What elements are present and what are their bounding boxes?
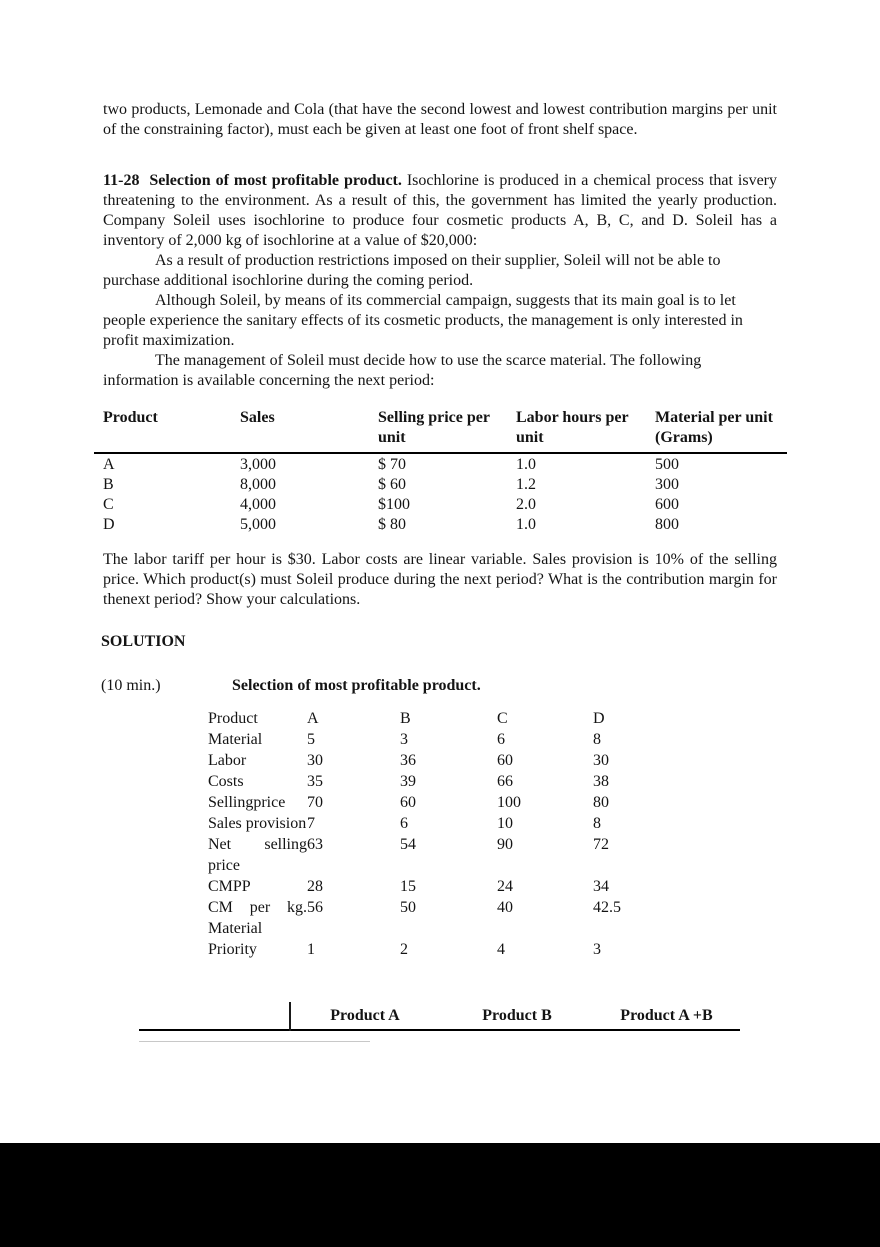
cell: 1.0	[516, 456, 536, 473]
problem-block	[103, 171, 777, 391]
header-material: Material per unit (Grams)	[655, 408, 787, 453]
cell: 40	[497, 899, 513, 916]
cell: 1	[307, 941, 315, 958]
cell: C	[497, 710, 508, 727]
row-label: Product	[208, 710, 258, 727]
cell: 1.2	[516, 476, 536, 493]
cell: 4	[497, 941, 505, 958]
comparison-header-product-b: Product B	[482, 1007, 552, 1024]
problem-body-text: Isochlorine is produced in a chemical process that isvery threatening to the environment. As a result of this, the government has limited the yearly production. Company Soleil uses isochlorine to produce four cosmetic products A, B, C, and D. Soleil has a inventory of 2,000 kg of isochlorine at a value of $20,000:	[103, 172, 778, 249]
cell: $ 70	[378, 456, 406, 473]
question-paragraph: The labor tariff per hour is $30. Labor costs are linear variable. Sales provision is 10% of the selling price. Which product(s) must Soleil produce during the next period? What is the contribution margin for thenext period? Show your calculations.	[103, 551, 777, 608]
cell: 15	[400, 878, 416, 895]
table-row	[200, 729, 683, 750]
table-row	[200, 897, 683, 939]
cell: 600	[655, 496, 679, 513]
cell: 63	[307, 836, 323, 853]
cell: 56	[307, 899, 323, 916]
row-label: Net selling price	[208, 836, 307, 874]
cell: 3,000	[240, 456, 276, 473]
header-product: Product	[94, 408, 240, 453]
table-row	[94, 494, 787, 514]
table-row	[94, 474, 787, 494]
cell: 80	[593, 794, 609, 811]
cell: 28	[307, 878, 323, 895]
cell: $ 60	[378, 476, 406, 493]
problem-number-title: 11-28 Selection of most profitable product.	[103, 172, 402, 189]
cell: $ 80	[378, 516, 406, 533]
table-row	[94, 514, 787, 534]
solution-table	[200, 708, 683, 960]
cell: 800	[655, 516, 679, 533]
solution-title: Selection of most profitable product.	[232, 677, 481, 694]
table-row	[200, 939, 683, 960]
comparison-empty-cell	[139, 1002, 289, 1029]
problem-paragraph-3: The management of Soleil must decide how to use the scarce material. The following information is available concerning the next period:	[103, 352, 702, 389]
cell: 35	[307, 773, 323, 790]
cell: 10	[497, 815, 513, 832]
row-label: Sales provision	[208, 815, 307, 832]
solution-heading: SOLUTION	[101, 633, 186, 650]
cell: 8	[593, 815, 601, 832]
table-row	[94, 453, 787, 474]
row-label: Costs	[208, 773, 244, 790]
table-row	[200, 876, 683, 897]
cell: 6	[497, 731, 505, 748]
given-data-header-row	[94, 408, 787, 453]
cell: 30	[307, 752, 323, 769]
cell: C	[103, 496, 114, 513]
cell: 500	[655, 456, 679, 473]
cell: 54	[400, 836, 416, 853]
problem-paragraph-2: Although Soleil, by means of its commercial campaign, suggests that its main goal is to let people experience the sanitary effects of its cosmetic products, the management is only interested in profit maximization.	[103, 292, 743, 349]
cell: 50	[400, 899, 416, 916]
cell: 24	[497, 878, 513, 895]
cell: 6	[400, 815, 408, 832]
cell: A	[307, 710, 319, 727]
cell: B	[400, 710, 411, 727]
cell: 3	[400, 731, 408, 748]
cell: 60	[400, 794, 416, 811]
column-divider-line	[289, 1002, 291, 1031]
cell: 4,000	[240, 496, 276, 513]
comparison-table-header	[139, 1002, 740, 1031]
header-labor-hours: Labor hours per unit	[516, 408, 655, 453]
cell: 8	[593, 731, 601, 748]
cell: 8,000	[240, 476, 276, 493]
cell: 5,000	[240, 516, 276, 533]
table-row	[200, 813, 683, 834]
cell: 5	[307, 731, 315, 748]
table-row	[200, 708, 683, 729]
table-row	[200, 750, 683, 771]
table-row	[200, 834, 683, 876]
problem-lead-paragraph	[103, 171, 777, 251]
cell: A	[103, 456, 115, 473]
scan-black-band	[0, 1143, 880, 1247]
cell: D	[103, 516, 115, 533]
cell: 36	[400, 752, 416, 769]
solution-title-line	[101, 676, 777, 696]
cell: D	[593, 710, 605, 727]
header-sales: Sales	[240, 408, 378, 453]
row-label: CMPP	[208, 878, 251, 895]
header-selling-price: Selling price per unit	[378, 408, 516, 453]
row-label: Priority	[208, 941, 257, 958]
row-label: Sellingprice	[208, 794, 286, 811]
row-label: Labor	[208, 752, 247, 769]
row-label: Material	[208, 731, 263, 748]
cell: 66	[497, 773, 513, 790]
cell: 70	[307, 794, 323, 811]
solution-duration: (10 min.)	[101, 677, 161, 694]
cell: 60	[497, 752, 513, 769]
cell: 2	[400, 941, 408, 958]
cell: 34	[593, 878, 609, 895]
cell: 90	[497, 836, 513, 853]
cell: B	[103, 476, 114, 493]
cell: 100	[497, 794, 521, 811]
table-row	[200, 792, 683, 813]
table-row	[200, 771, 683, 792]
cell: 2.0	[516, 496, 536, 513]
cell: 3	[593, 941, 601, 958]
intro-paragraph: two products, Lemonade and Cola (that have the second lowest and lowest contribution margins per unit of the constraining factor), must each be given at least one foot of front shelf space.	[103, 101, 777, 138]
scan-artifact-line	[139, 1041, 370, 1042]
cell: 39	[400, 773, 416, 790]
cell: 1.0	[516, 516, 536, 533]
row-label: CM per kg. Material	[208, 899, 307, 937]
given-data-table	[94, 408, 787, 534]
comparison-header-product-a: Product A	[330, 1007, 400, 1024]
comparison-header-product-ab: Product A +B	[620, 1007, 713, 1024]
cell: 42.5	[593, 899, 621, 916]
cell: $100	[378, 496, 410, 513]
cell: 72	[593, 836, 609, 853]
problem-paragraph-1: As a result of production restrictions imposed on their supplier, Soleil will not be able to purchase additional isochlorine during the coming period.	[103, 252, 721, 289]
cell: 30	[593, 752, 609, 769]
cell: 7	[307, 815, 315, 832]
cell: 38	[593, 773, 609, 790]
cell: 300	[655, 476, 679, 493]
